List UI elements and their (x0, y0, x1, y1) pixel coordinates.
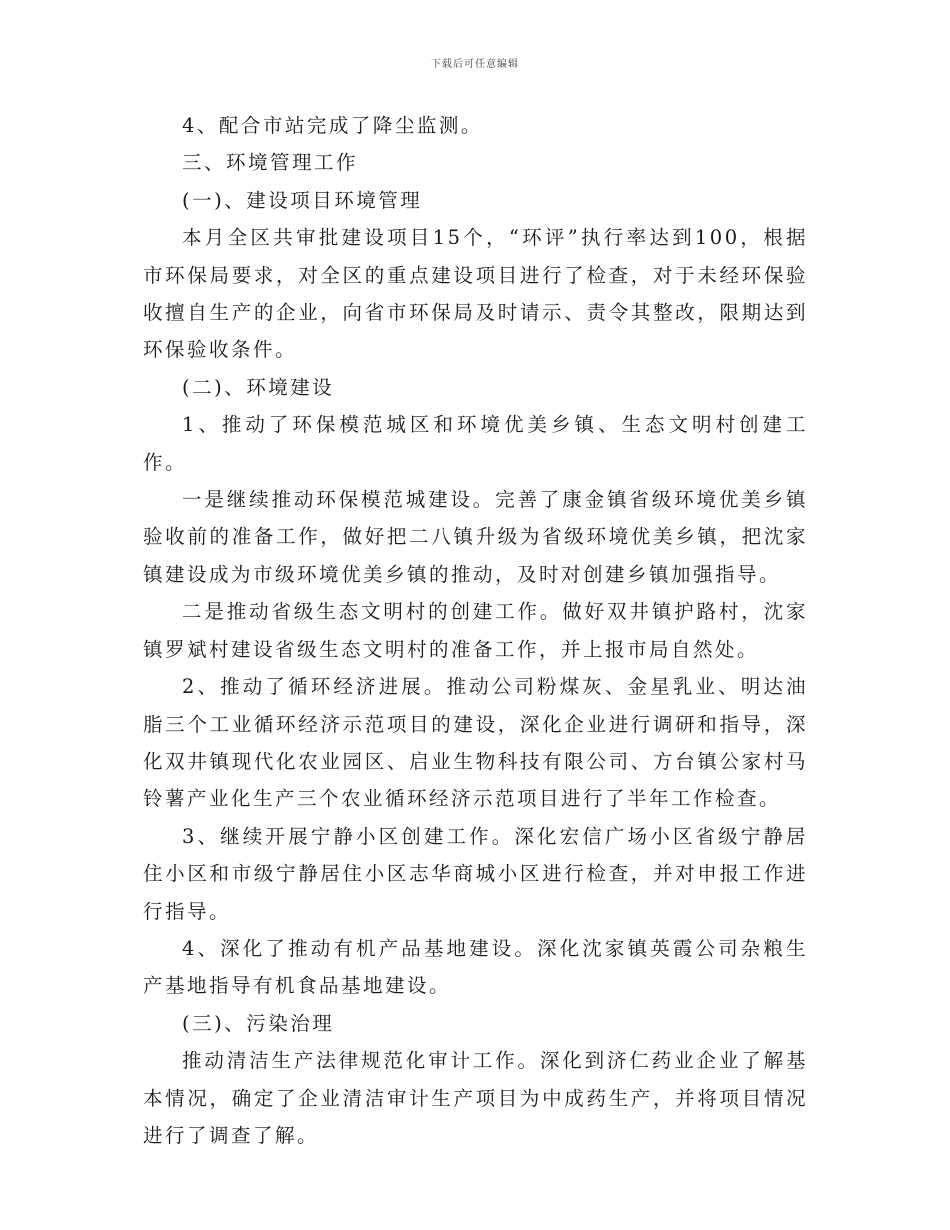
paragraph-organic-base: 4、深化了推动有机产品基地建设。深化沈家镇英霞公司杂粮生产基地指导有机食品基地建设。 (143, 936, 808, 998)
paragraph-clean-production: 推动清洁生产法律规范化审计工作。深化到济仁药业企业了解基本情况，确定了企业清洁审计生产项目为中成药生产，并将项目情况进行了调查了解。 (143, 1049, 808, 1147)
document-body (143, 107, 808, 1154)
paragraph-circular-economy: 2、推动了循环经济进展。推动公司粉煤灰、金星乳业、明达油脂三个工业循环经济示范项目的建设，深化企业进行调研和指导，深化双井镇现代化农业园区、启业生物科技有限公司、方台镇公家村马铃薯产业化生产三个农业循环经济示范项目进行了半年工作检查。 (143, 675, 808, 811)
section-heading-env-management: 三、环境管理工作 (182, 151, 359, 175)
subsection-heading-pollution: (三)、污染治理 (182, 1011, 335, 1035)
paragraph-model-city: 1、推动了环保模范城区和环境优美乡镇、生态文明村创建工作。 (143, 413, 808, 474)
paragraph-quiet-community: 3、继续开展宁静小区创建工作。深化宏信广场小区省级宁静居住小区和市级宁静居住小区志华商城小区进行检查，并对申报工作进行指导。 (143, 824, 808, 923)
header-note: 下载后可任意编辑 (431, 59, 519, 70)
subsection-heading-env-construction: (二)、环境建设 (182, 375, 335, 399)
paragraph-project-approval: 本月全区共审批建设项目15个，“环评”执行率达到100，根据市环保局要求，对全区的重点建设项目进行了检查，对于未经环保验收擅自生产的企业，向省市环保局及时请示、责令其整改，限期达到环保验收条件。 (143, 226, 808, 362)
paragraph-first-point: 一是继续推动环保模范城建设。完善了康金镇省级环境优美乡镇验收前的准备工作，做好把二八镇升级为省级环境优美乡镇，把沈家镇建设成为市级环境优美乡镇的推动，及时对创建乡镇加强指导。 (143, 488, 808, 586)
paragraph-second-point: 二是推动省级生态文明村的创建工作。做好双井镇护路村，沈家镇罗斌村建设省级生态文明村的准备工作，并上报市局自然处。 (143, 600, 808, 661)
paragraph-monitoring: 4、配合市站完成了降尘监测。 (182, 114, 483, 137)
subsection-heading-project-management: (一)、建设项目环境管理 (182, 188, 423, 212)
